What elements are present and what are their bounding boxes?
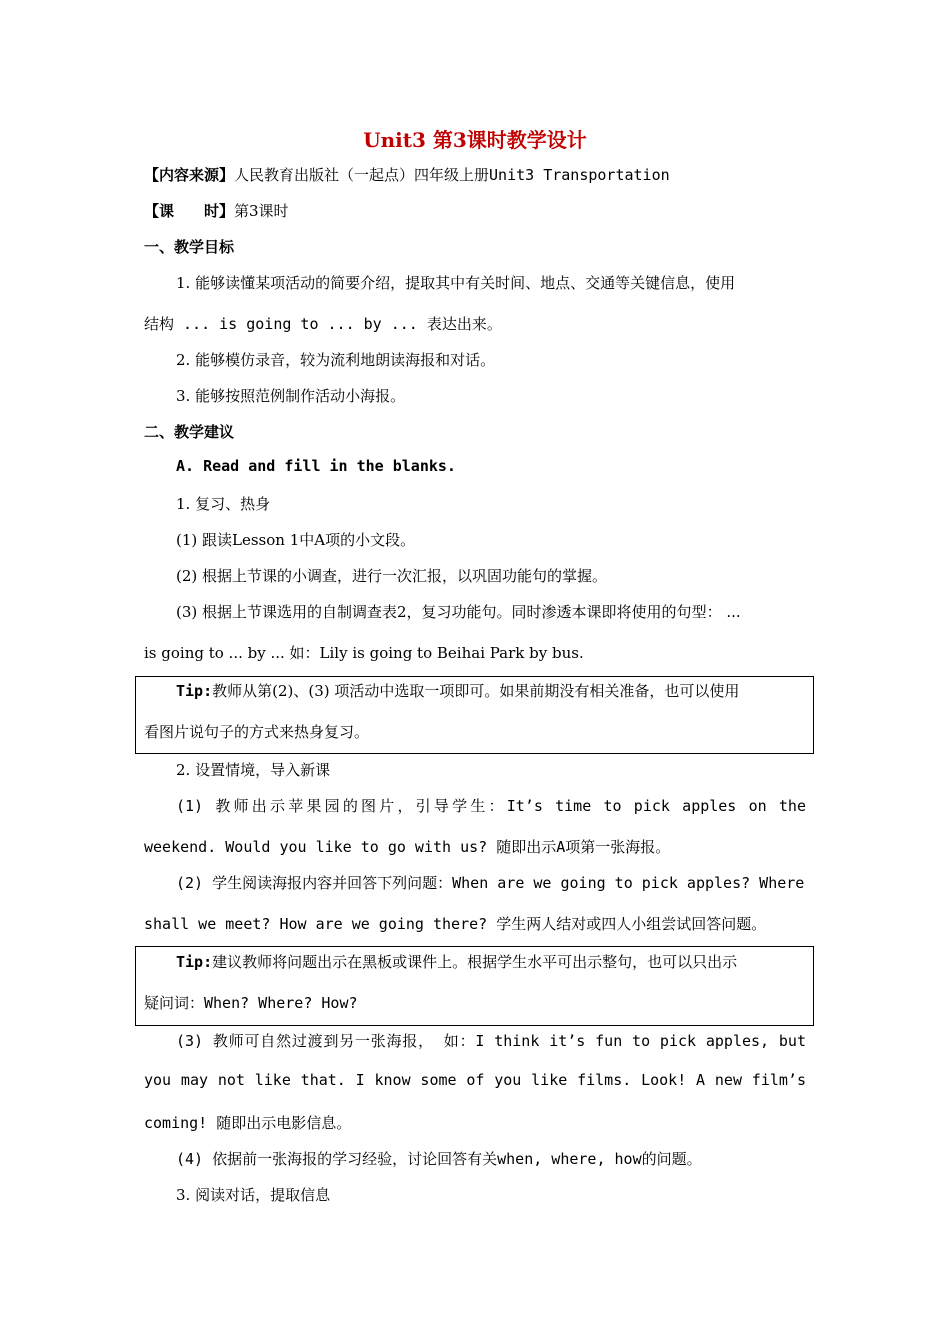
- objective-1-line-2: 结构 ... is going to ... by ... 表达出来。: [144, 315, 502, 333]
- step-2-item-2-line-2: shall we meet? How are we going there? 学生两人结对或四人小组尝试回答问题。: [144, 915, 767, 933]
- period-value: 第3课时: [234, 202, 289, 220]
- section1-heading: 一、教学目标: [144, 238, 235, 256]
- source-label: 【内容来源】: [144, 166, 235, 184]
- step-2-item-4: (4) 依据前一张海报的学习经验，讨论回答有关when, where, how的问题。: [176, 1150, 702, 1168]
- step-1-heading: 1. 复习、热身: [176, 495, 271, 513]
- objective-1-line-1: 1. 能够读懂某项活动的简要介绍，提取其中有关时间、地点、交通等关键信息，使用: [176, 274, 736, 292]
- step-3-heading: 3. 阅读对话，提取信息: [176, 1186, 331, 1204]
- tip-2-line-1: [176, 951, 737, 972]
- tip-box-1: [135, 676, 814, 754]
- tip-1-text: 教师从第(2)、(3) 项活动中选取一项即可。如果前期没有相关准备，也可以使用: [212, 682, 740, 700]
- tip-2-label: Tip:: [176, 953, 213, 971]
- source-line: [144, 164, 670, 185]
- step-1-item-3-line-1: (3) 根据上节课选用的自制调查表2，复习功能句。同时渗透本课即将使用的句型： ...: [176, 603, 741, 621]
- period-label: 【课 时】: [144, 202, 235, 220]
- period-line: [144, 200, 289, 221]
- tip-1-line-1: [176, 680, 739, 701]
- section2-heading: 二、教学建议: [144, 423, 235, 441]
- document-title: Unit3 第3课时教学设计: [363, 128, 587, 152]
- tip-1-line-2: 看图片说句子的方式来热身复习。: [144, 723, 370, 741]
- source-value: 人民教育出版社（一起点）四年级上册Unit3 Transportation: [234, 166, 670, 184]
- step-2-item-3-line-3: coming! 随即出示电影信息。: [144, 1114, 352, 1132]
- step-1-item-3-line-2: is going to ... by ... 如：Lily is going to Beihai Park by bus.: [144, 644, 584, 662]
- step-2-item-3-line-2: you may not like that. I know some of you like films. Look! A new film’s: [144, 1071, 806, 1089]
- tip-2-text: 建议教师将问题出示在黑板或课件上。根据学生水平可出示整句，也可以只出示: [212, 953, 738, 971]
- objective-3: 3. 能够按照范例制作活动小海报。: [176, 387, 406, 405]
- step-2-item-2-line-1: (2) 学生阅读海报内容并回答下列问题：When are we going to pick apples? Where: [176, 874, 805, 892]
- step-2-item-1-line-1: (1) 教师出示苹果园的图片，引导学生：It’s time to pick apples on the: [176, 797, 806, 815]
- part-a-heading: A. Read and fill in the blanks.: [176, 457, 456, 475]
- step-1-item-1: (1) 跟读Lesson 1中A项的小文段。: [176, 531, 416, 549]
- step-2-item-1-line-2: weekend. Would you like to go with us? 随即出示A项第一张海报。: [144, 838, 671, 856]
- tip-box-2: [135, 946, 814, 1026]
- step-1-item-2: (2) 根据上节课的小调查，进行一次汇报，以巩固功能句的掌握。: [176, 567, 608, 585]
- objective-2: 2. 能够模仿录音，较为流利地朗读海报和对话。: [176, 351, 496, 369]
- step-2-heading: 2. 设置情境，导入新课: [176, 761, 331, 779]
- tip-2-line-2: 疑问词：When? Where? How?: [144, 994, 358, 1012]
- step-2-item-3-line-1: (3) 教师可自然过渡到另一张海报， 如：I think it’s fun to pick apples, but: [176, 1032, 806, 1050]
- tip-1-label: Tip:: [176, 682, 213, 700]
